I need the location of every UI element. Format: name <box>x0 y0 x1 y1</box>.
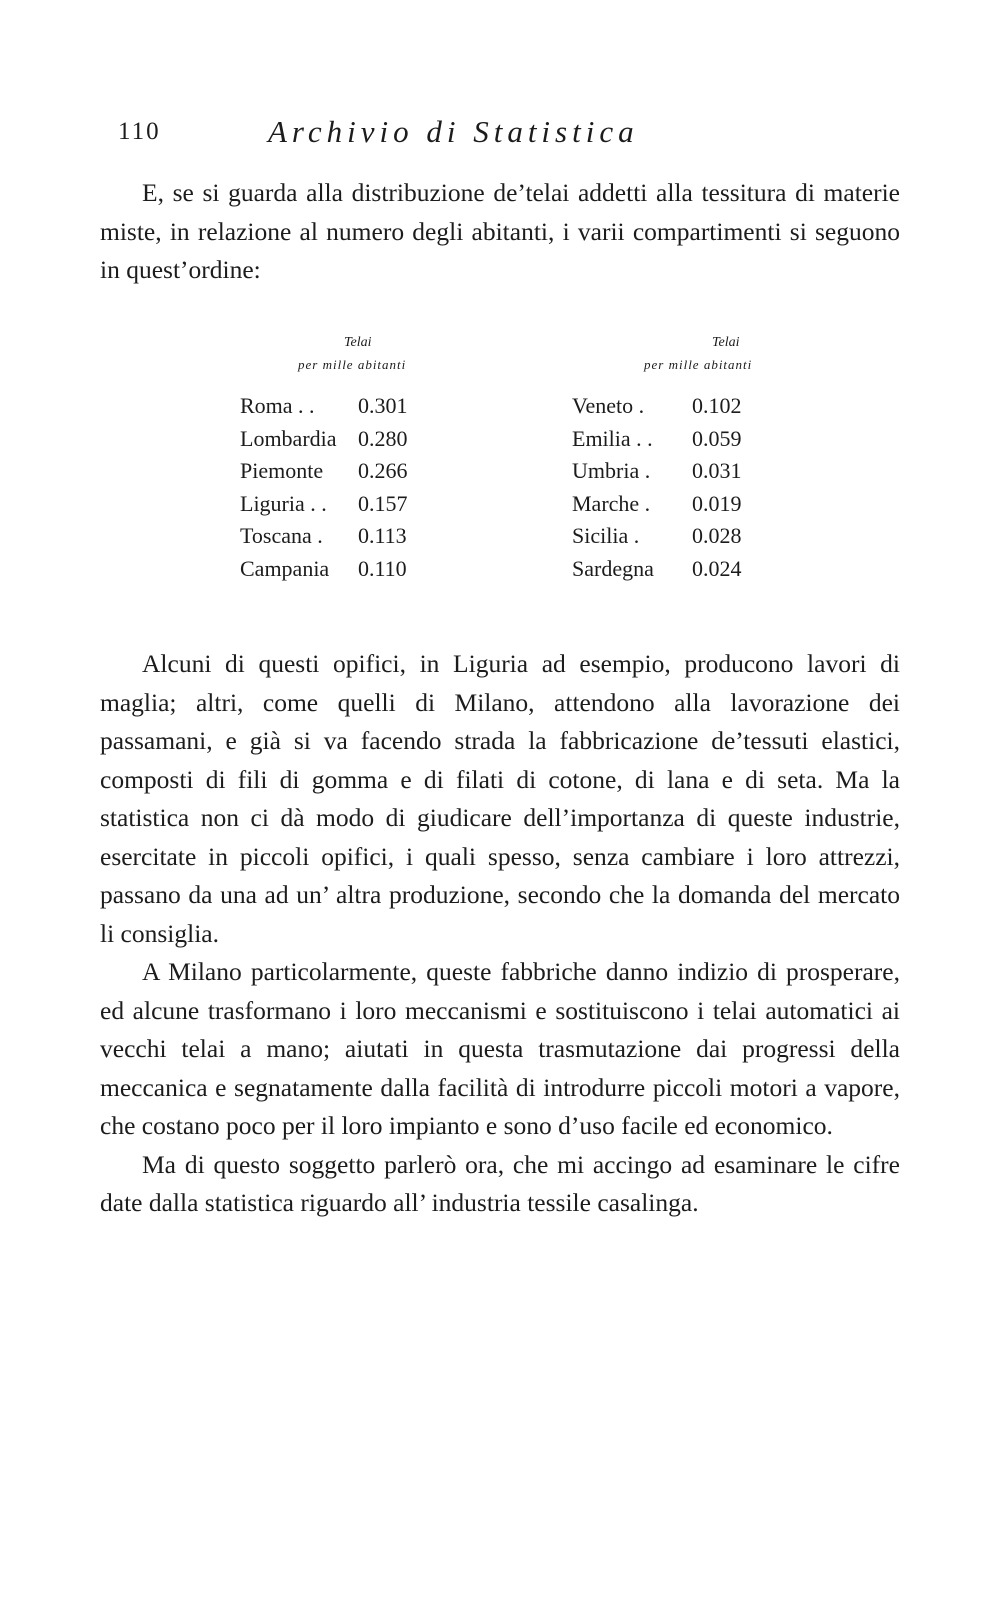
region-value: 0.028 <box>692 523 742 548</box>
column-heading-telai: Telai <box>712 335 740 350</box>
region-name: Lombardia <box>240 425 337 451</box>
region-name: Piemonte <box>240 458 324 483</box>
region-value: 0.113 <box>358 523 407 548</box>
looms-per-thousand-table <box>240 332 860 602</box>
column-heading-telai: Telai <box>344 335 372 350</box>
page-number: 110 <box>118 118 161 145</box>
region-value: 0.102 <box>692 393 742 418</box>
region-name: Toscana . <box>240 523 323 548</box>
body-text <box>100 645 900 1223</box>
body-paragraph: Ma di questo soggetto parlerò ora, che mi accingo ad esaminare le cifre date dalla statistica riguardo all’ industria tessile casalinga. <box>100 1149 900 1217</box>
region-value: 0.019 <box>692 490 742 516</box>
region-name: Emilia . . <box>572 425 653 451</box>
region-value: 0.031 <box>692 458 742 483</box>
body-paragraph: Alcuni di questi opifici, in Liguria ad esempio, producono lavori di maglia; altri, come quelli di Milano, attendono alla lavorazione dei passamani, e già si va facendo strada la fabbricazione de’tessuti elastici, composti di fili di gomma e di filati di cotone, di lana e di seta. Ma la statistica non ci dà modo di giudicare dell’importanza di queste industrie, esercitate in piccoli opifici, i quali spesso, senza cambiare i loro attrezzi, passano da una ad un’ altra produzione, secondo che la domanda del mercato li consiglia. <box>100 649 900 948</box>
column-heading-per-mille: per mille abitanti <box>644 357 753 372</box>
region-value: 0.059 <box>692 425 742 451</box>
column-heading-per-mille: per mille abitanti <box>298 357 407 372</box>
region-name: Veneto . <box>572 393 645 418</box>
region-name: Roma . . <box>240 393 315 418</box>
running-head <box>118 114 938 158</box>
region-value: 0.110 <box>358 555 407 581</box>
region-name: Campania <box>240 555 330 581</box>
region-name: Sicilia . <box>572 523 640 548</box>
intro-paragraph-block <box>100 174 900 290</box>
body-paragraph: A Milano particolarmente, queste fabbriche danno indizio di prosperare, ed alcune trasformano i loro meccanismi e sostituiscono i telai automatici ai vecchi telai a mano; aiutati in questa trasmutazione dai progressi della meccanica e segnatamente dalla facilità di introdurre piccoli motori a vapore, che costano poco per il loro impianto e sono d’uso facile ed economico. <box>100 957 900 1140</box>
region-name: Sardegna <box>572 555 654 581</box>
region-value: 0.157 <box>358 490 408 516</box>
region-value: 0.024 <box>692 555 742 581</box>
running-title: Archivio di Statistica <box>268 114 639 149</box>
region-name: Liguria . . <box>240 490 327 516</box>
region-name: Marche . <box>572 490 651 516</box>
region-name: Umbria . <box>572 458 651 483</box>
region-value: 0.301 <box>358 393 408 418</box>
region-value: 0.280 <box>358 425 408 451</box>
region-value: 0.266 <box>358 458 408 483</box>
intro-paragraph: E, se si guarda alla distribuzione de’telai addetti alla tessitura di materie miste, in relazione al numero degli abitanti, i varii compartimenti si seguono in quest’ordine: <box>100 178 900 284</box>
